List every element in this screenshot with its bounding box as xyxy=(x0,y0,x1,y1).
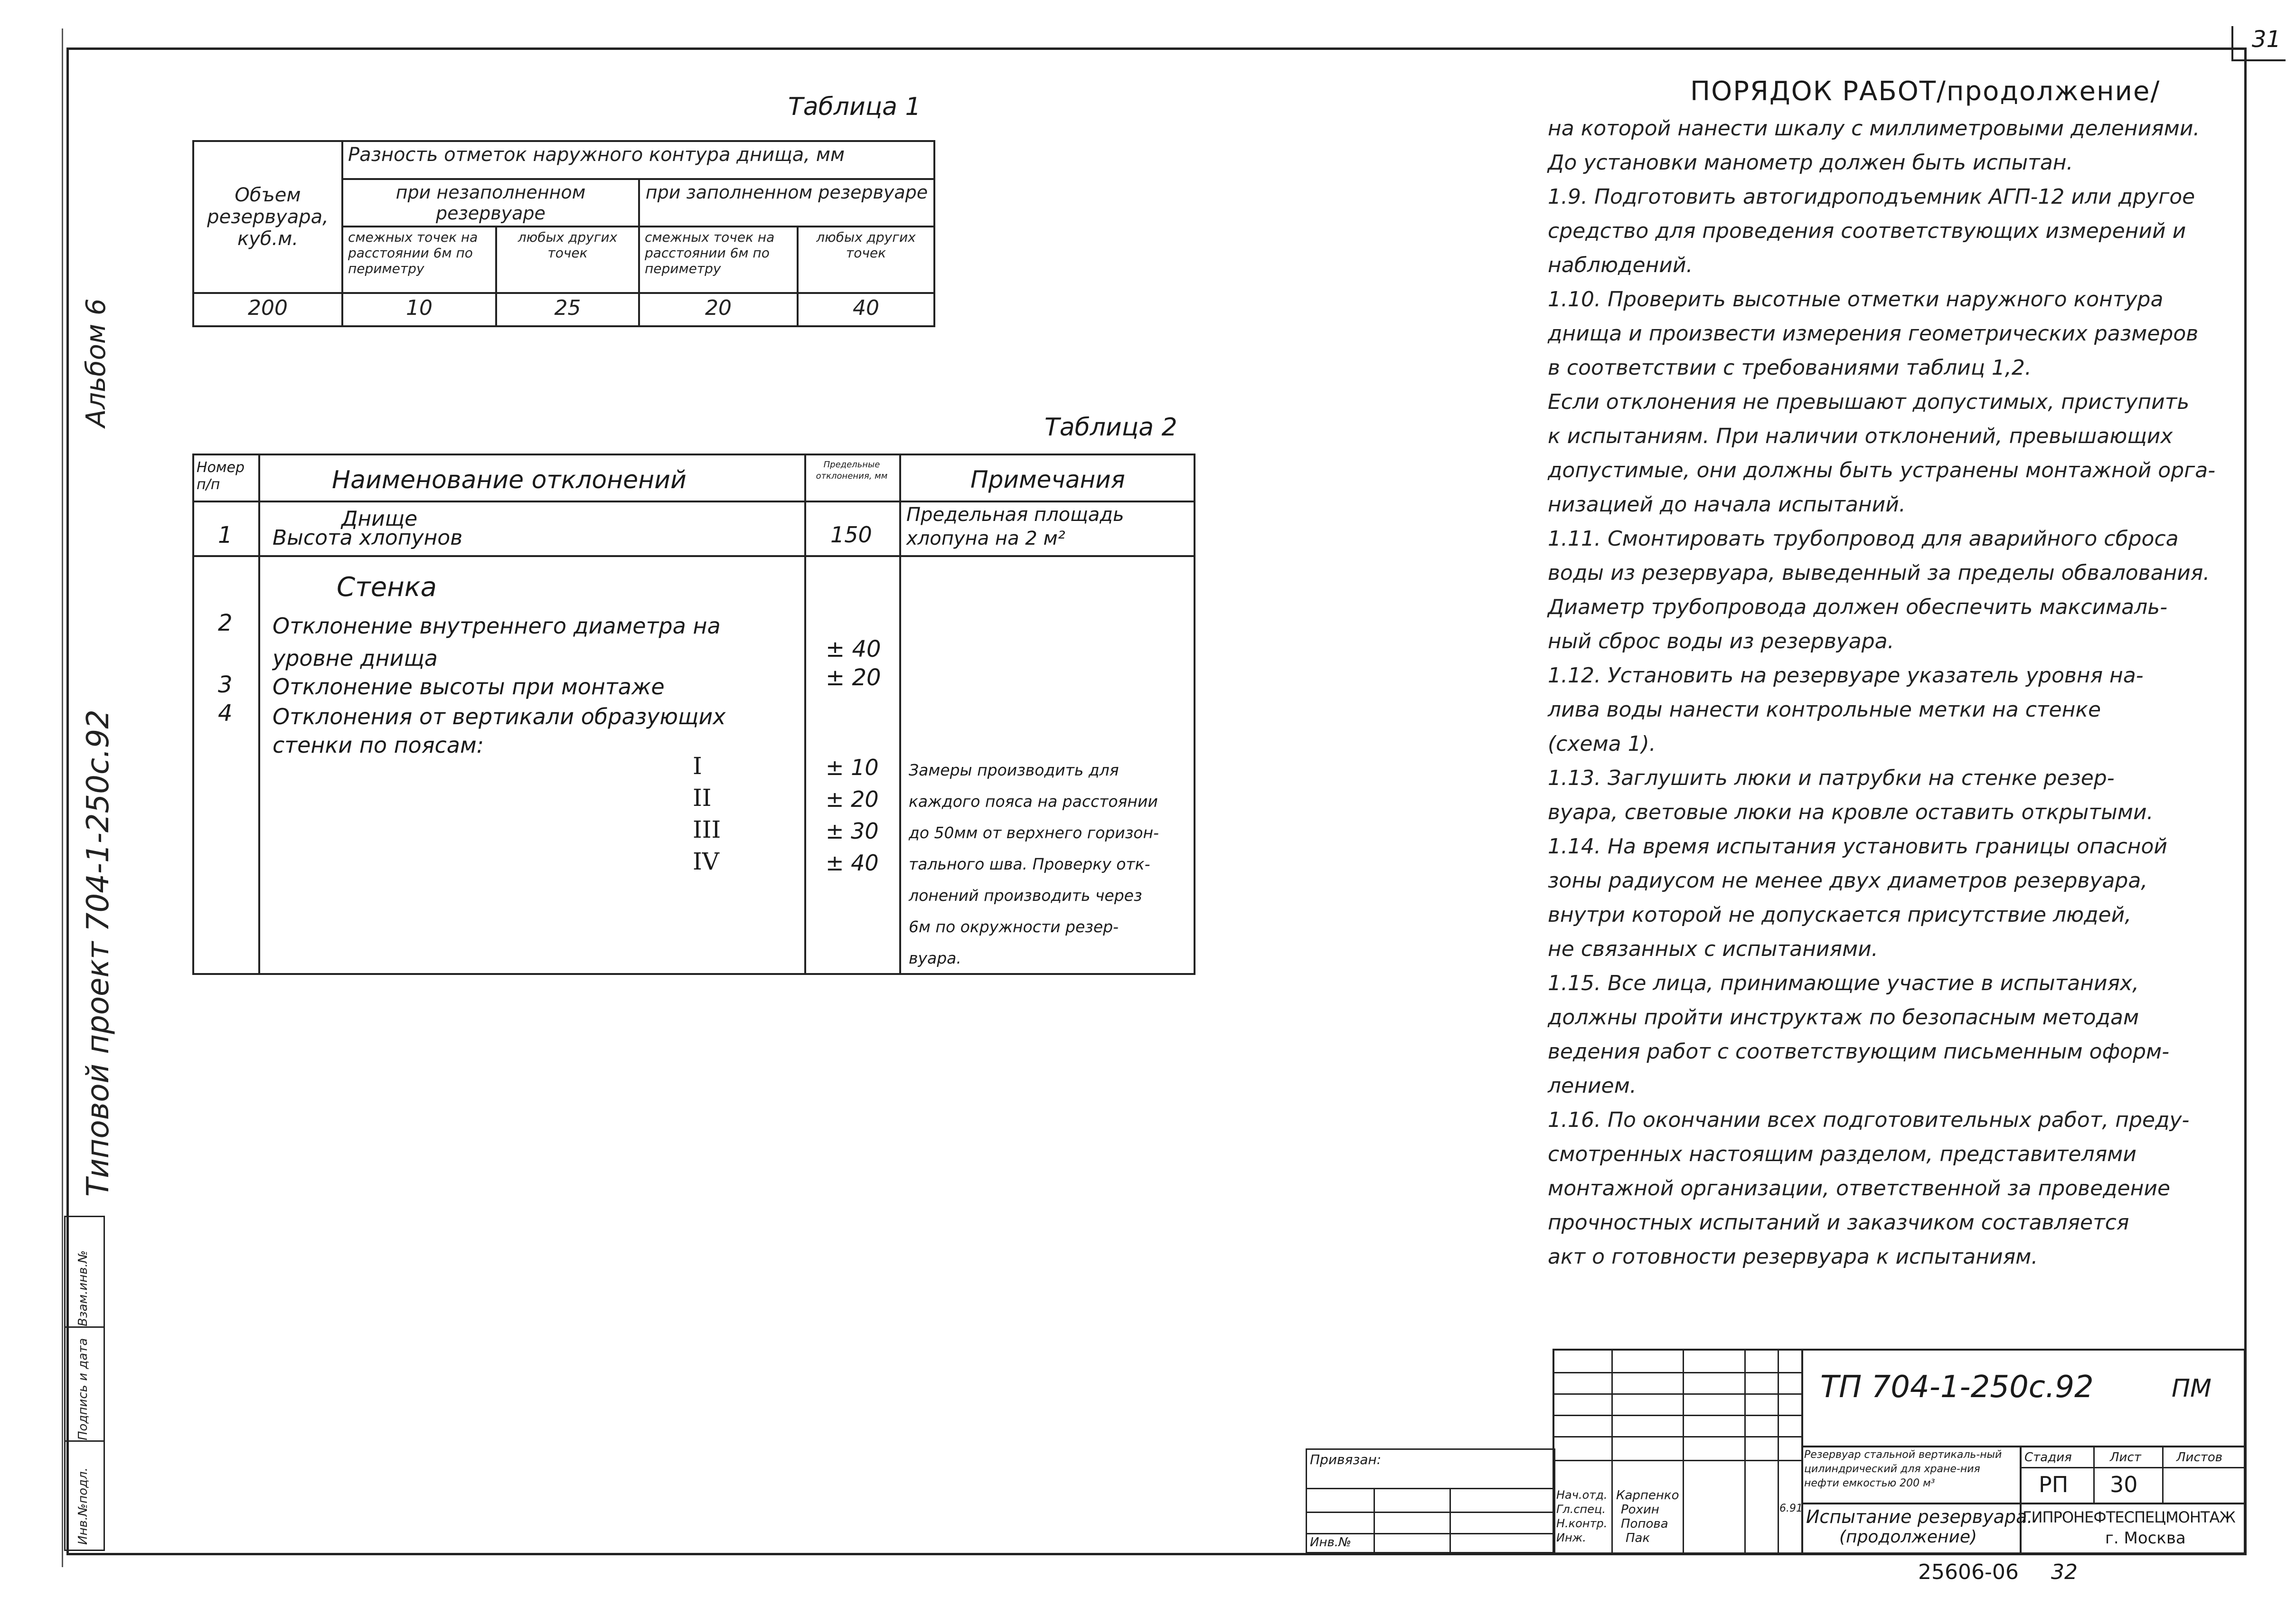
table1-cell: любых других точек xyxy=(798,227,934,293)
table2-section-wall: Стенка xyxy=(337,572,437,603)
stamp-cell-sign: Подпись и дата xyxy=(76,1338,90,1440)
tb-stage: РП xyxy=(2039,1472,2069,1497)
work-line: (схема 1). xyxy=(1548,732,1656,756)
tb-sheet-name-2: (продолжение) xyxy=(1839,1527,1977,1547)
table2-row2-value: ± 40 xyxy=(826,636,881,662)
role-3: Н.контр. xyxy=(1556,1517,1608,1530)
tb-description: Резервуар стальной вертикаль-ный цилиндрический для хране-ния нефти емкостью 200 м³ xyxy=(1804,1449,2002,1489)
project-label: Типовой проект 704-1-250с.92 xyxy=(81,709,116,1197)
table1-row-cell: 25 xyxy=(496,293,639,326)
work-line: прочностных испытаний и заказчиком составляется xyxy=(1548,1210,2129,1235)
work-line: 1.11. Смонтировать трубопровод для аварийного сброса xyxy=(1548,527,2179,551)
binding-label: Привязан: xyxy=(1310,1452,1382,1467)
table1-row-cell: 20 xyxy=(639,293,798,326)
binding-box xyxy=(1306,1448,1555,1553)
work-line: воды из резервуара, выведенный за пределы обвалования. xyxy=(1548,561,2210,585)
left-binding-line xyxy=(62,28,63,1567)
work-line: лением. xyxy=(1548,1074,1637,1098)
sign-date: 6.91 xyxy=(1779,1503,1803,1514)
stamp-cell-replace: Взам.инв.№ xyxy=(76,1250,90,1326)
table2-header-note: Примечания xyxy=(970,466,1125,493)
title-block xyxy=(1306,1349,2242,1551)
table2-row1-value: 150 xyxy=(830,522,872,548)
table2-row1-note: Предельная площадь хлопуна на 2 м² xyxy=(906,504,1124,549)
table1-row-cell: 10 xyxy=(342,293,496,326)
name-2: Рохин xyxy=(1621,1503,1659,1517)
stamp-cell-inv: Инв.№подл. xyxy=(76,1467,90,1545)
album-label: Альбом 6 xyxy=(81,298,112,427)
tb-sheet-name-1: Испытание резервуара. xyxy=(1806,1506,2033,1527)
belt-label: III xyxy=(693,816,721,843)
work-line: должны пройти инструктаж по безопасным методам xyxy=(1548,1005,2139,1030)
tb-sheet: 30 xyxy=(2110,1472,2138,1497)
work-text xyxy=(1548,112,2216,1274)
work-line: на которой нанести шкалу с миллиметровыми делениями. xyxy=(1548,116,2200,141)
work-line: лива воды нанести контрольные метки на стенке xyxy=(1548,698,2101,722)
work-line: средство для проведения соответствующих измерений и xyxy=(1548,219,2186,243)
role-2: Гл.спец. xyxy=(1556,1503,1606,1516)
work-line: наблюдений. xyxy=(1548,253,1693,277)
work-line: к испытаниям. При наличии отклонений, превышающих xyxy=(1548,424,2173,448)
work-line: ный сброс воды из резервуара. xyxy=(1548,629,1894,653)
work-line: 1.10. Проверить высотные отметки наружного контура xyxy=(1548,287,2164,312)
archive-number: 25606-06 xyxy=(1918,1560,2019,1584)
table2-row4-num: 4 xyxy=(218,700,233,727)
work-line: Если отклонения не превышают допустимых, приступить xyxy=(1548,390,2190,414)
tb-org: ГИПРОНЕФТЕСПЕЦМОНТАЖ xyxy=(2023,1508,2235,1526)
tb-stage-h: Стадия xyxy=(2024,1450,2072,1465)
table1-sub-filled: при заполненном резервуаре xyxy=(639,179,934,227)
work-line: не связанных с испытаниями. xyxy=(1548,937,1878,961)
work-line: ведения работ с соответствующим письменным оформ- xyxy=(1548,1040,2170,1064)
belt-label: II xyxy=(693,784,712,812)
work-title: ПОРЯДОК РАБОТ/продолжение/ xyxy=(1690,76,2161,107)
table2-row3-value: ± 20 xyxy=(826,664,881,691)
table1-cell: любых других точек xyxy=(496,227,639,293)
work-line: акт о готовности резервуара к испытаниям. xyxy=(1548,1245,2038,1269)
work-line: 1.16. По окончании всех подготовительных работ, преду- xyxy=(1548,1108,2190,1132)
belt-value: ± 30 xyxy=(826,818,879,844)
page-number: 31 xyxy=(2251,26,2281,53)
belt-value: ± 40 xyxy=(826,850,879,876)
table2-row1-num: 1 xyxy=(218,522,233,548)
belt-label: IV xyxy=(693,848,719,875)
table2-section-bottom: Днище xyxy=(341,507,418,531)
page-number-box xyxy=(2231,26,2286,61)
work-line: внутри которой не допускается присутствие людей, xyxy=(1548,903,2132,927)
work-line: в соответствии с требованиями таблиц 1,2. xyxy=(1548,356,2032,380)
table1-cell: смежных точек на расстоянии 6м по периметру xyxy=(342,227,496,293)
work-line: зоны радиусом не менее двух диаметров резервуара, xyxy=(1548,869,2148,893)
work-line: допустимые, они должны быть устранены монтажной орга- xyxy=(1548,458,2216,482)
work-line: 1.13. Заглушить люки и патрубки на стенке резер- xyxy=(1548,766,2115,790)
role-4: Инж. xyxy=(1556,1531,1586,1544)
name-1: Карпенко xyxy=(1616,1488,1679,1503)
work-line: монтажной организации, ответственной за проведение xyxy=(1548,1176,2171,1201)
table2-row4-name: Отклонения от вертикали образующих стенки по поясам: xyxy=(273,704,726,758)
table2-header-num: Номер п/п xyxy=(197,459,245,493)
work-line: 1.9. Подготовить автогидроподъемник АГП-12 или другое xyxy=(1548,185,2195,209)
table1-row-cell: 40 xyxy=(798,293,934,326)
work-line: 1.14. На время испытания установить границы опасной xyxy=(1548,834,2168,859)
side-stamp xyxy=(64,1216,105,1551)
role-1: Нач.отд. xyxy=(1556,1488,1608,1502)
table2 xyxy=(192,454,1195,975)
name-3: Попова xyxy=(1621,1517,1668,1531)
inv-label: Инв.№ xyxy=(1310,1535,1352,1550)
belt-value: ± 10 xyxy=(826,755,879,780)
table1-row-cell: 200 xyxy=(193,293,342,326)
table1-volume-header: Объем резервуара, куб.м. xyxy=(193,141,342,293)
table2-header-value: Предельные отклонения, мм xyxy=(816,460,888,481)
table2-row3-name: Отклонение высоты при монтаже xyxy=(273,674,665,700)
tb-sheet-h: Лист xyxy=(2110,1450,2141,1465)
belt-note: Замеры производить для каждого пояса на расстоянии до 50мм от верхнего горизон- тального шва. Проверку отк- лонений производить через 6м по окружности резер- вуара. xyxy=(909,761,1159,967)
work-line: 1.12. Установить на резервуаре указатель уровня на- xyxy=(1548,663,2144,688)
table2-row2-name: Отклонение внутреннего диаметра на уровне днища xyxy=(273,613,721,671)
main-stamp xyxy=(1553,1349,2246,1554)
tb-org-city: г. Москва xyxy=(2105,1529,2186,1548)
doc-code: ТП 704-1-250с.92 xyxy=(1820,1370,2094,1405)
work-line: 1.15. Все лица, принимающие участие в испытаниях, xyxy=(1548,971,2139,995)
belt-value: ± 20 xyxy=(826,786,879,812)
work-line: вуара, световые люки на кровле оставить открытыми. xyxy=(1548,800,2154,824)
table2-row1-name: Высота хлопунов xyxy=(273,526,463,550)
table1-cell: смежных точек на расстоянии 6м по периметру xyxy=(639,227,798,293)
table1-caption: Таблица 1 xyxy=(788,93,921,121)
table2-caption: Таблица 2 xyxy=(1044,413,1177,442)
table2-row2-num: 2 xyxy=(218,610,233,636)
doc-mark: ПМ xyxy=(2172,1374,2211,1403)
table1 xyxy=(192,140,935,327)
work-line: До установки манометр должен быть испытан. xyxy=(1548,151,2073,175)
table2-header-name: Наименование отклонений xyxy=(332,466,687,494)
table1-sub-empty: при незаполненном резервуаре xyxy=(342,179,639,227)
work-line: днища и произвести измерения геометрических размеров xyxy=(1548,322,2199,346)
archive-sheet: 32 xyxy=(2051,1560,2078,1584)
tb-sheets-h: Листов xyxy=(2176,1450,2223,1465)
work-line: Диаметр трубопровода должен обеспечить максималь- xyxy=(1548,595,2168,619)
table2-row3-num: 3 xyxy=(218,671,233,698)
table1-group-header: Разность отметок наружного контура днища, мм xyxy=(342,141,934,179)
work-line: низацией до начала испытаний. xyxy=(1548,492,1906,517)
name-4: Пак xyxy=(1626,1531,1650,1545)
belt-label: I xyxy=(693,752,702,780)
work-line: смотренных настоящим разделом, представителями xyxy=(1548,1142,2136,1166)
